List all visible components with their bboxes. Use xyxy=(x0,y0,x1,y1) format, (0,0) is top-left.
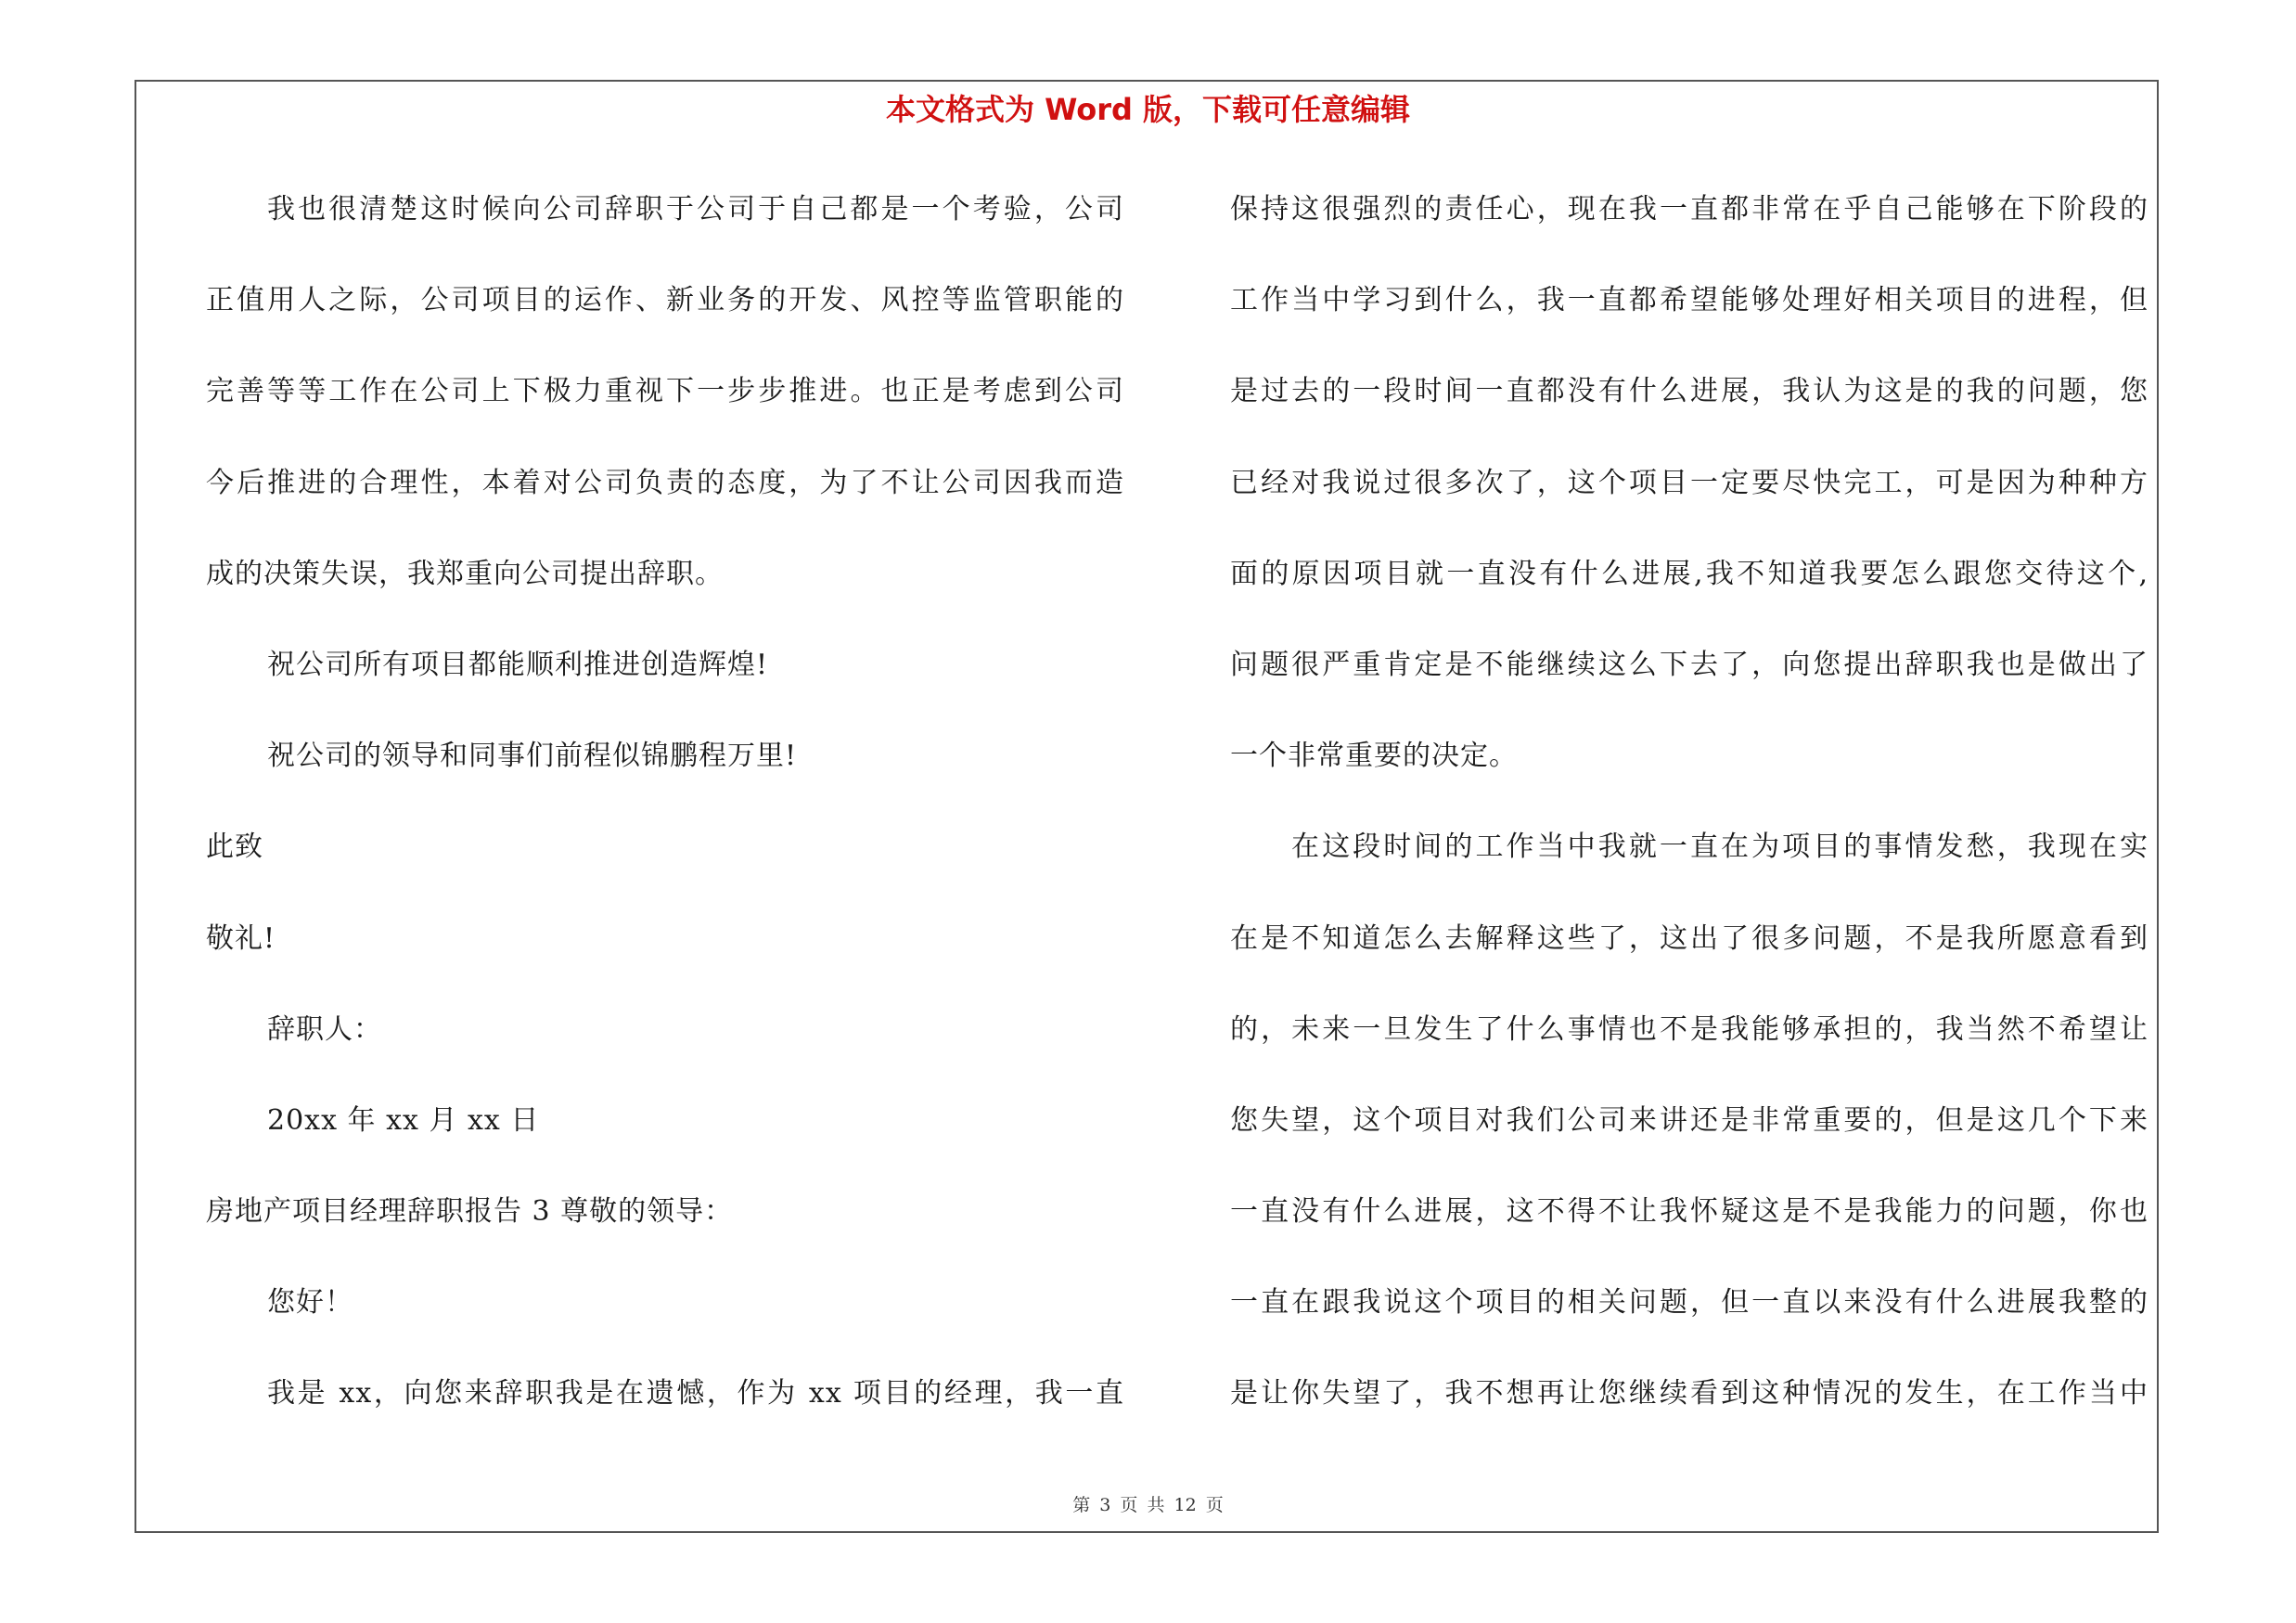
paragraph-line: 工作当中学习到什么，我一直都希望能够处理好相关项目的进程，但 xyxy=(1230,284,2148,317)
paragraph-line: 敬礼! xyxy=(206,921,276,955)
paragraph-line: 在是不知道怎么去解释这些了，这出了很多问题，不是我所愿意看到 xyxy=(1230,921,2148,955)
paragraph-line: 今后推进的合理性，本着对公司负责的态度，为了不让公司因我而造 xyxy=(206,466,1124,499)
paragraph-line: 您失望，这个项目对我们公司来讲还是非常重要的，但是这几个下来 xyxy=(1230,1103,2148,1137)
paragraph-line: 问题很严重肯定是不能继续这么下去了，向您提出辞职我也是做出了 xyxy=(1230,648,2148,681)
paragraph-line: 在这段时间的工作当中我就一直在为项目的事情发愁，我现在实 xyxy=(1291,831,2148,864)
right-text-column xyxy=(1230,182,2148,1458)
paragraph-line: 一直在跟我说这个项目的相关问题，但一直以来没有什么进展我整的 xyxy=(1230,1286,2148,1320)
paragraph-line: 一个非常重要的决定。 xyxy=(1230,740,1518,773)
format-banner: 本文格式为 Word 版，下载可任意编辑 xyxy=(885,92,1411,127)
paragraph-line: 保持这很强烈的责任心，现在我一直都非常在乎自己能够在下阶段的 xyxy=(1230,193,2148,225)
paragraph-line: 您好！ xyxy=(267,1286,353,1320)
paragraph-line: 是让你失望了，我不想再让您继续看到这种情况的发生，在工作当中 xyxy=(1230,1377,2148,1410)
paragraph-line: 我是 xx，向您来辞职我是在遗憾，作为 xx 项目的经理，我一直 xyxy=(267,1377,1124,1410)
paragraph-line: 此致 xyxy=(206,831,263,864)
paragraph-line: 20xx 年 xx 月 xx 日 xyxy=(267,1103,540,1137)
paragraph-line: 面的原因项目就一直没有什么进展,我不知道我要怎么跟您交待这个, xyxy=(1230,557,2148,590)
paragraph-line: 祝公司所有项目都能顺利推进创造辉煌! xyxy=(267,648,769,681)
paragraph-line: 已经对我说过很多次了，这个项目一定要尽快完工，可是因为种种方 xyxy=(1230,466,2148,499)
paragraph-line: 房地产项目经理辞职报告 3 尊敬的领导： xyxy=(206,1195,734,1229)
left-text-column xyxy=(206,182,1124,1458)
page-number-footer: 第 3 页 共 12 页 xyxy=(1072,1495,1224,1515)
paragraph-line: 是过去的一段时间一直都没有什么进展，我认为这是的我的问题，您 xyxy=(1230,375,2148,408)
paragraph-line: 祝公司的领导和同事们前程似锦鹏程万里! xyxy=(267,740,798,773)
paragraph-line: 辞职人： xyxy=(267,1012,382,1046)
paragraph-line: 我也很清楚这时候向公司辞职于公司于自己都是一个考验，公司 xyxy=(267,193,1124,225)
paragraph-line: 完善等等工作在公司上下极力重视下一步步推进。也正是考虑到公司 xyxy=(206,375,1124,408)
paragraph-line: 成的决策失误，我郑重向公司提出辞职。 xyxy=(206,557,724,590)
paragraph-line: 一直没有什么进展，这不得不让我怀疑这是不是我能力的问题，你也 xyxy=(1230,1195,2148,1229)
paragraph-line: 的，未来一旦发生了什么事情也不是我能够承担的，我当然不希望让 xyxy=(1230,1012,2148,1046)
paragraph-line: 正值用人之际，公司项目的运作、新业务的开发、风控等监管职能的 xyxy=(206,284,1124,317)
